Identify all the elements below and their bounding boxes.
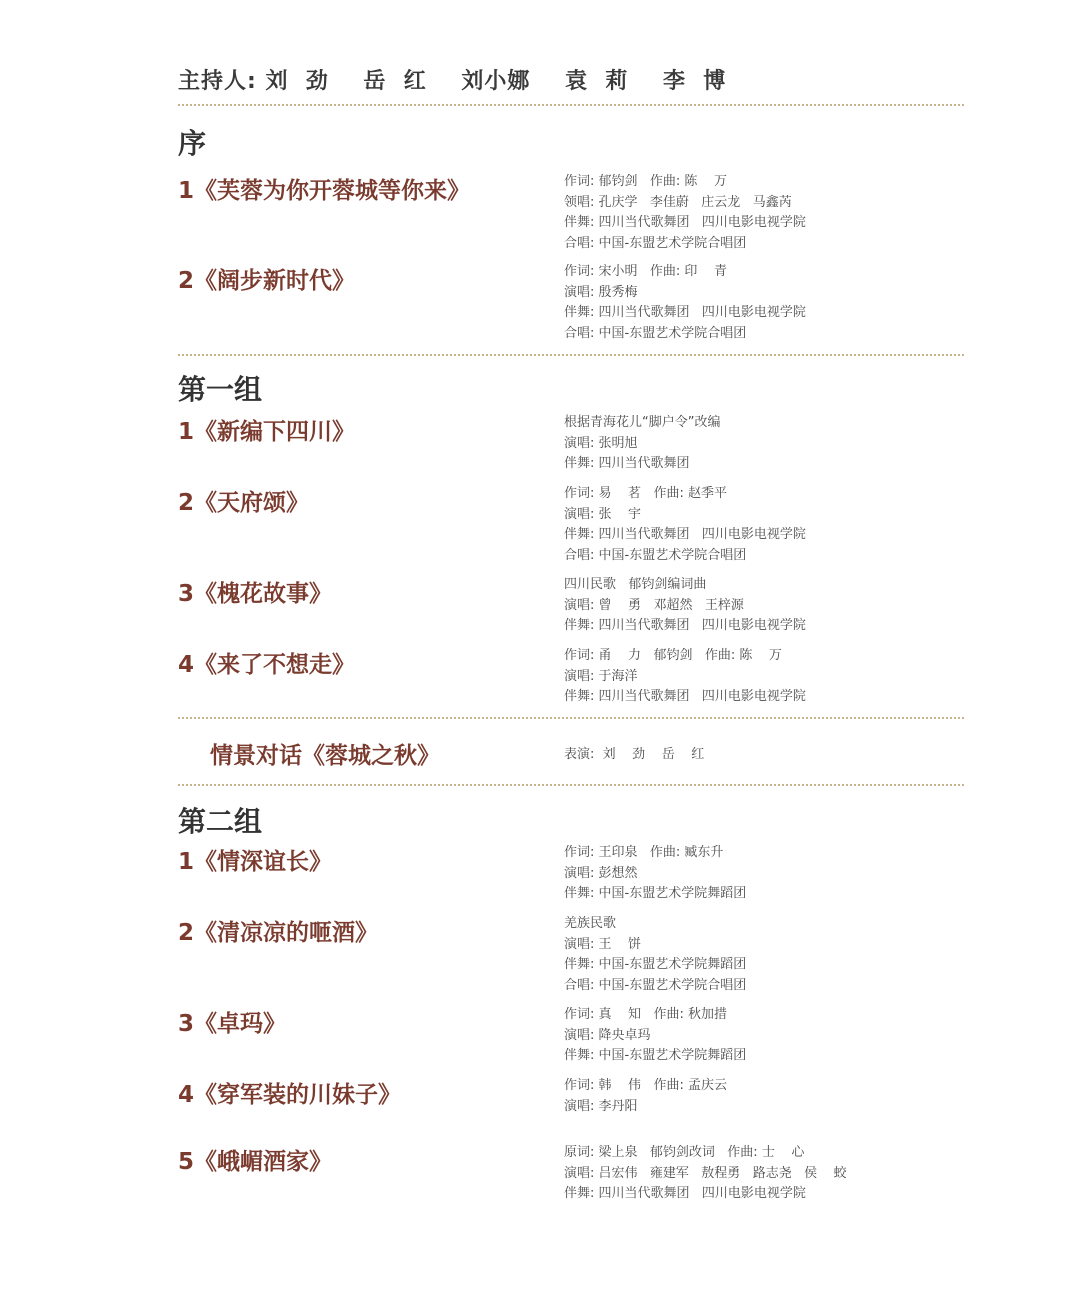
credit-line: 合唱: 中国-东盟艺术学院合唱团: [564, 235, 747, 251]
program-item-credits: [564, 1143, 847, 1205]
credit-line: 羌族民歌: [564, 916, 617, 931]
credit-line: 演唱: 于海洋: [564, 668, 638, 684]
program-item-credits: [564, 172, 806, 254]
program-item-title: 2《清凉凉的咂酒》: [178, 920, 379, 946]
credit-line: 伴舞: 四川当代歌舞团 四川电影电视学院: [564, 1186, 806, 1201]
program-item-credits: [564, 484, 806, 566]
credit-line: 合唱: 中国-东盟艺术学院合唱团: [564, 977, 747, 993]
credit-line: 演唱: 王 饼: [564, 936, 642, 952]
program-item-title: 1《情深谊长》: [178, 849, 333, 875]
program-item-credits: [564, 575, 806, 637]
credit-line: 四川民歌 郁钧剑编词曲: [564, 577, 707, 592]
credit-line: 伴舞: 四川当代歌舞团 四川电影电视学院: [564, 305, 806, 320]
credit-line: 演唱: 曾 勇 邓超然 王梓源: [564, 597, 744, 613]
section-title-group1: 第一组: [178, 373, 263, 406]
credit-line: 演唱: 殷秀梅: [564, 284, 638, 300]
credit-line: 作词: 宋小明 作曲: 印 青: [564, 264, 727, 279]
scene-credit: 表演: 刘 劲 岳 红: [564, 747, 705, 762]
divider: [178, 104, 964, 106]
program-item-title: 4《来了不想走》: [178, 652, 356, 678]
program-item-title: 1《新编下四川》: [178, 419, 356, 445]
divider: [178, 354, 964, 356]
program-item-title: 2《阔步新时代》: [178, 268, 356, 294]
credit-line: 伴舞: 四川当代歌舞团 四川电影电视学院: [564, 618, 806, 633]
section-title-group2: 第二组: [178, 805, 263, 838]
credit-line: 根据青海花儿“脚户令”改编: [564, 415, 721, 430]
credit-line: 作词: 王印泉 作曲: 臧东升: [564, 845, 724, 860]
credit-line: 伴舞: 中国-东盟艺术学院舞蹈团: [564, 957, 747, 972]
program-item-title: 3《槐花故事》: [178, 581, 333, 607]
credit-line: 演唱: 张明旭: [564, 435, 638, 451]
credit-line: 演唱: 吕宏伟 雍建军 敖程勇 路志尧 侯 蛟: [564, 1165, 847, 1181]
credit-line: 演唱: 降央卓玛: [564, 1027, 651, 1043]
program-item-credits: [564, 843, 746, 905]
program-item-credits: [564, 1005, 746, 1067]
program-item-credits: [564, 646, 806, 708]
credit-line: 伴舞: 四川当代歌舞团 四川电影电视学院: [564, 215, 806, 230]
credit-line: 伴舞: 中国-东盟艺术学院舞蹈团: [564, 886, 747, 901]
program-item-title: 2《天府颂》: [178, 490, 310, 516]
hosts-line: 主持人: 刘 劲 岳 红 刘小娜 袁 莉 李 博: [178, 69, 727, 94]
credit-line: 伴舞: 四川当代歌舞团 四川电影电视学院: [564, 689, 806, 704]
credit-line: 作词: 郁钧剑 作曲: 陈 万: [564, 174, 727, 189]
program-item-credits: [564, 914, 746, 996]
divider: [178, 717, 964, 719]
credit-line: 合唱: 中国-东盟艺术学院合唱团: [564, 325, 747, 341]
credit-line: 原词: 梁上泉 郁钧剑改词 作曲: 士 心: [564, 1145, 805, 1160]
credit-line: 合唱: 中国-东盟艺术学院合唱团: [564, 547, 747, 563]
credit-line: 作词: 韩 伟 作曲: 孟庆云: [564, 1078, 727, 1093]
section-title-prologue: 序: [178, 127, 207, 160]
credit-line: 作词: 真 知 作曲: 秋加措: [564, 1007, 727, 1022]
program-item-credits: [564, 413, 720, 475]
scene-title: 情景对话《蓉城之秋》: [210, 743, 440, 769]
credit-line: 伴舞: 四川当代歌舞团: [564, 456, 690, 471]
credit-line: 领唱: 孔庆学 李佳蔚 庄云龙 马鑫芮: [564, 194, 792, 210]
divider: [178, 784, 964, 786]
credit-line: 伴舞: 中国-东盟艺术学院舞蹈团: [564, 1048, 747, 1063]
program-item-credits: [564, 1076, 727, 1117]
credit-line: 演唱: 张 宇: [564, 506, 642, 522]
program-item-title: 1《芙蓉为你开蓉城等你来》: [178, 178, 471, 204]
program-item-title: 4《穿军装的川妹子》: [178, 1082, 402, 1108]
program-item-credits: [564, 262, 806, 344]
credit-line: 作词: 甬 力 郁钧剑 作曲: 陈 万: [564, 648, 782, 663]
credit-line: 伴舞: 四川当代歌舞团 四川电影电视学院: [564, 527, 806, 542]
program-item-title: 5《峨嵋酒家》: [178, 1149, 333, 1175]
credit-line: 作词: 易 茗 作曲: 赵季平: [564, 486, 727, 501]
program-item-title: 3《卓玛》: [178, 1011, 287, 1037]
credit-line: 演唱: 彭想然: [564, 865, 638, 881]
credit-line: 演唱: 李丹阳: [564, 1098, 638, 1114]
